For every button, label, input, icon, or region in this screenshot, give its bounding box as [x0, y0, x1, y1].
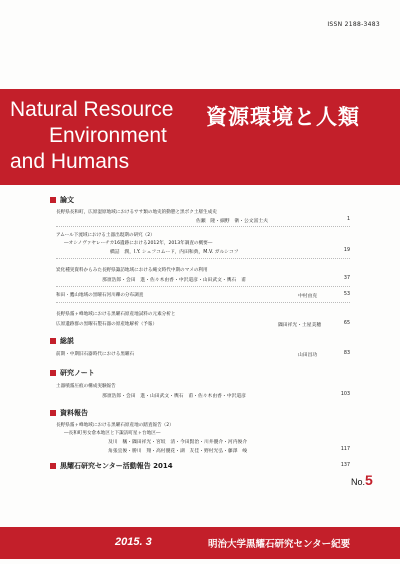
- toc-entry-authors: 那須浩郎・会田 進・山田武文・輿石 甫・佐々木由香・中沢道彦: [102, 394, 246, 399]
- title-en-line-3: and Humans: [10, 150, 130, 173]
- title-en: [10, 97, 173, 175]
- toc-entry-title: アムール下流域における土器出現期の研究（2）: [56, 233, 155, 238]
- toc-entry-page: 53: [343, 292, 350, 297]
- toc-entry-title: 炭化種実資料からみた長野県諏訪地域における縄文時代中期のマメの利用: [56, 268, 208, 273]
- title-ja: 資源環境と人類: [206, 105, 360, 129]
- section-marker-icon: [50, 370, 56, 376]
- issue-number: No.5: [351, 472, 373, 488]
- publisher-name: 明治大学黒耀石研究センター紀要: [208, 539, 351, 550]
- issn: ISSN 2188-3483: [327, 21, 380, 28]
- toc-entry-page: 19: [343, 248, 350, 253]
- toc-entry-authors: 佐瀬 隆・細野 衛・公文富士夫: [196, 219, 268, 224]
- toc-entry-authors: 及川 穣・隅田祥光・宮坂 清・今田賢治・川井優介・河内俊介: [108, 440, 248, 445]
- toc-entry-authors: 橋詰 潤，I.Y. シェフコムード，内田和典，M.V. ガルシコフ: [110, 250, 239, 255]
- toc-entry-page: 117: [340, 447, 350, 452]
- divider: [56, 286, 350, 287]
- toc-entry-authors-2: 角張宜俊・勝川 翔・高村優花・湖 友佳・野村光弘・藤澤 峻: [108, 449, 248, 454]
- toc-entry-title: 和田・鷹山地域の黒曜石河川礫の分布調査: [56, 293, 144, 298]
- toc-entry-authors: 中村由克: [298, 294, 318, 299]
- toc-entry-subtitle: ―長和町男女倉本地区と下諏訪町星ヶ台地区―: [64, 431, 161, 436]
- section-kenkyu-note: 研究ノート: [50, 368, 95, 378]
- toc-entry-subtitle: ―オシノヴァヤレーチカ16遺跡における2012年，2013年調査の概要―: [64, 241, 213, 246]
- issue-number-value: 5: [365, 472, 373, 488]
- toc-entry-authors: 山田昌功: [298, 353, 318, 358]
- publication-date: 2015. 3: [115, 536, 152, 548]
- toc-entry-page: 1: [346, 217, 350, 222]
- toc-entry-title: 長野県霧ヶ峰地域における黒曜石原産地の踏査報告（2）: [56, 423, 174, 428]
- divider: [56, 226, 350, 227]
- toc-entry-page: 137: [340, 463, 350, 468]
- footer-banner: [0, 527, 400, 559]
- toc-entry-authors: 那須浩郎・会田 進・佐々木由香・中沢道彦・山田武文・輿石 甫: [102, 278, 246, 283]
- divider: [56, 258, 350, 259]
- toc-entry-page: 83: [343, 351, 350, 356]
- toc-entry-authors: 隅田祥光・土屋美穂: [278, 323, 322, 328]
- toc-entry-page: 103: [340, 392, 350, 397]
- toc-entry-page: 65: [343, 321, 350, 326]
- title-en-line-1: Natural Resource: [10, 98, 174, 121]
- toc-entry-title: 長野県霧ヶ峰地域における黒曜石原産地試料の元素分析と: [56, 312, 176, 317]
- section-ronbun: 論文: [50, 195, 74, 205]
- divider: [56, 302, 350, 303]
- section-marker-icon: [50, 338, 56, 344]
- toc-entry-title: 長野県長和町，広原湿原地域におけるササ類の地史的動態と黒ボク土層生成史: [56, 210, 217, 215]
- section-sousetsu: 総説: [50, 336, 74, 346]
- section-marker-icon: [50, 463, 56, 469]
- section-katsudo: 黒耀石研究センター活動報告 2014: [50, 461, 173, 471]
- title-en-line-2: Environment: [49, 124, 167, 147]
- section-shiryo: 資料報告: [50, 408, 88, 418]
- section-marker-icon: [50, 197, 56, 203]
- toc-entry-title: 土器噴霧圧痕の構成実験報告: [56, 384, 116, 389]
- toc-entry-title: 前期・中期旧石器時代における黒曜石: [56, 352, 135, 357]
- section-marker-icon: [50, 410, 56, 416]
- toc-entry-page: 37: [343, 276, 350, 281]
- toc-entry-title-2: 広原遺跡群の黒曜石製石器の原産地解析（予報）: [56, 322, 158, 327]
- title-banner: [0, 89, 400, 185]
